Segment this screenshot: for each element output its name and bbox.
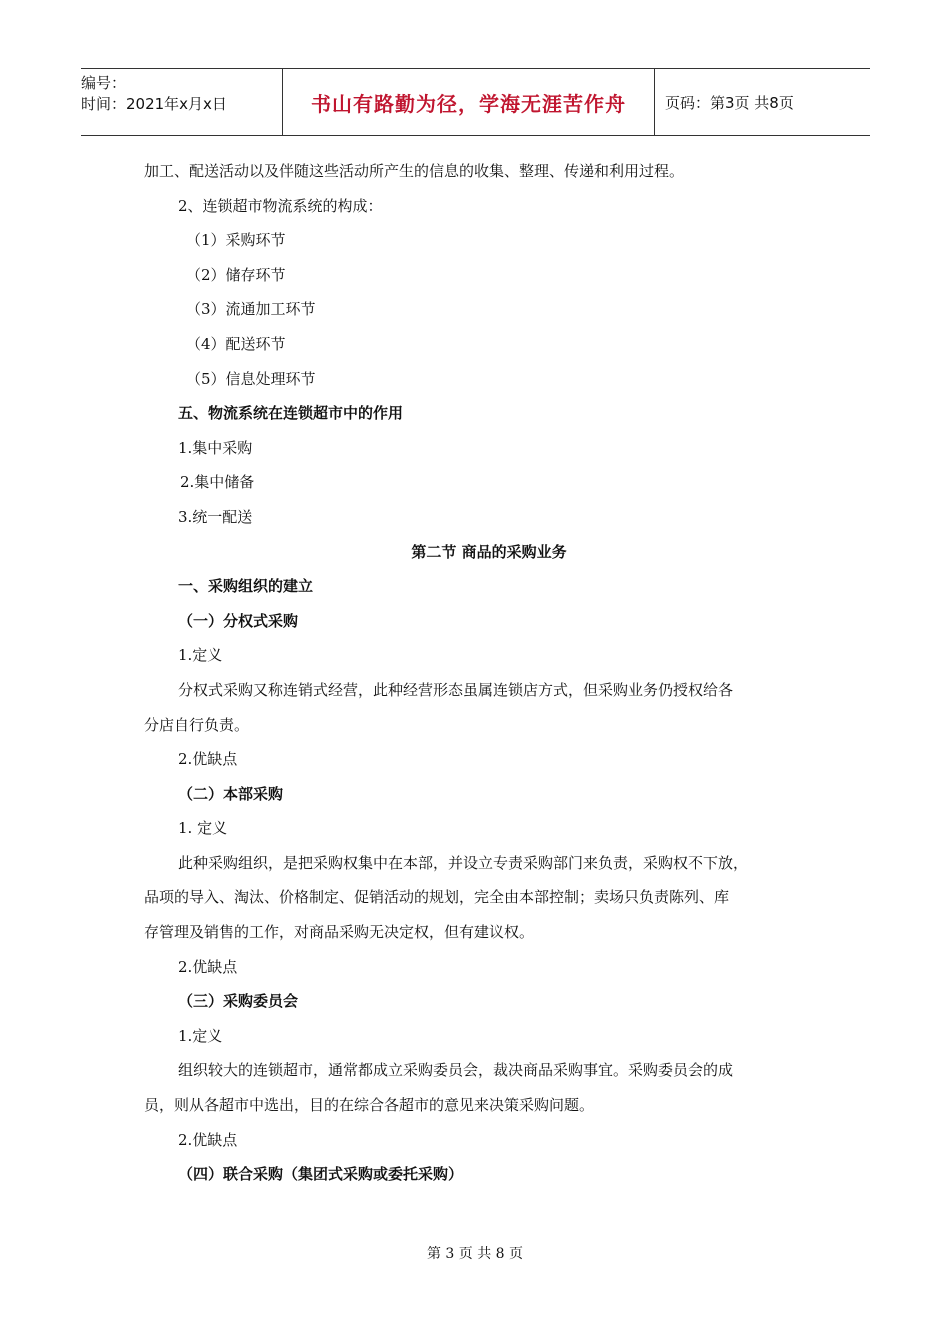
body-paragraph: 加工、配送活动以及伴随这些活动所产生的信息的收集、整理、传递和利用过程。: [144, 162, 685, 180]
list-item: 1.集中采购: [178, 438, 253, 457]
list-item: 2.优缺点: [178, 957, 238, 976]
body-paragraph: 存管理及销售的工作，对商品采购无决定权，但有建议权。: [144, 923, 535, 942]
list-item: 1.定义: [178, 646, 223, 665]
body-paragraph: 分权式采购又称连销式经营，此种经营形态虽属连锁店方式，但采购业务仍授权给各: [178, 680, 734, 699]
list-item: 2.优缺点: [178, 1130, 238, 1149]
list-item: 2.优缺点: [178, 750, 238, 769]
list-item: 1. 定义: [178, 819, 228, 838]
header-motto: 书山有路勤为径，学海无涯苦作舟: [282, 69, 655, 135]
subsection-heading: （一）分权式采购: [178, 611, 299, 630]
body-paragraph: 此种采购组织，是把采购权集中在本部，并设立专责采购部门来负责，采购权不下放，: [178, 853, 749, 872]
document-date: 时间：2021年x月x日: [81, 95, 227, 113]
list-item: （1）采购环节: [186, 231, 286, 250]
body-paragraph: 员，则从各超市中选出，目的在综合各超市的意见来决策采购问题。: [144, 1096, 595, 1115]
header-page-info: 页码：第3页 共8页: [665, 93, 794, 112]
section-heading: 五、物流系统在连锁超市中的作用: [178, 404, 404, 423]
body-paragraph: 分店自行负责。: [144, 715, 250, 734]
section-heading: 一、采购组织的建立: [178, 577, 314, 596]
list-item: （2）储存环节: [186, 265, 286, 284]
body-paragraph: 品项的导入、淘汰、价格制定、促销活动的规划，完全由本部控制；卖场只负责陈列、库: [144, 888, 730, 907]
list-item: 3.统一配送: [178, 507, 253, 526]
list-item: 1.定义: [178, 1026, 223, 1045]
list-item: （5）信息处理环节: [186, 369, 316, 388]
subsection-heading: （四）联合采购（集团式采购或委托采购）: [178, 1165, 464, 1184]
body-paragraph: 2、连锁超市物流系统的构成：: [178, 196, 383, 215]
list-item: 2.集中储备: [180, 473, 255, 492]
subsection-heading: （二）本部采购: [178, 784, 284, 803]
chapter-heading: 第二节 商品的采购业务: [411, 542, 567, 561]
page-header: [81, 68, 870, 136]
page-footer: 第 3 页 共 8 页: [426, 1246, 524, 1262]
list-item: （4）配送环节: [186, 334, 286, 353]
body-paragraph: 组织较大的连锁超市，通常都成立采购委员会，裁决商品采购事宜。采购委员会的成: [178, 1061, 734, 1080]
subsection-heading: （三）采购委员会: [178, 992, 299, 1011]
document-number-label: 编号：: [81, 74, 127, 92]
header-left-cell: [81, 69, 282, 135]
document-body: [144, 154, 834, 1192]
list-item: （3）流通加工环节: [186, 300, 316, 319]
